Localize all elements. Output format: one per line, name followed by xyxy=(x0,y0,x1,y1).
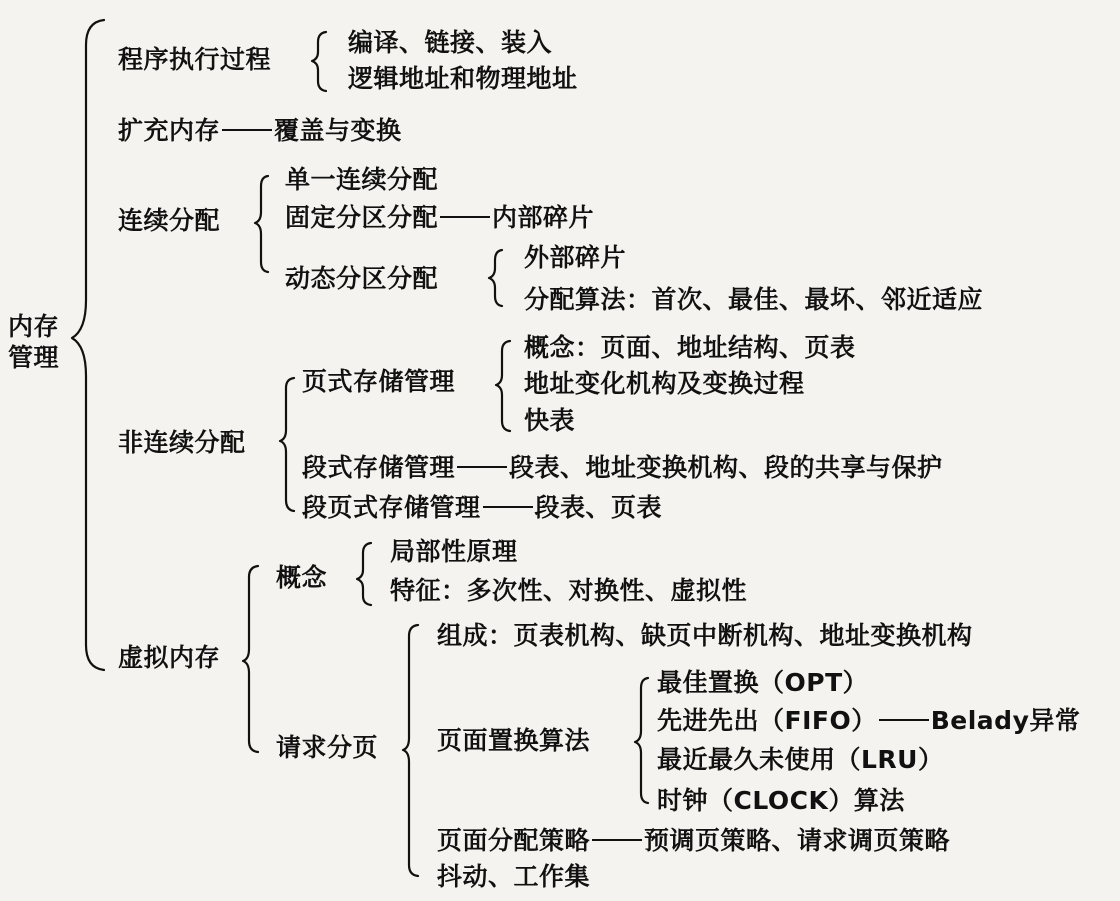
expand-memory-detail: 覆盖与变换 xyxy=(274,116,402,145)
replacement-clock: 时钟（CLOCK）算法 xyxy=(657,786,905,815)
replacement-fifo: 先进先出（FIFO） xyxy=(657,706,877,735)
contiguous-label: 连续分配 xyxy=(118,206,221,235)
composition: 组成：页表机构、缺页中断机构、地址变换机构 xyxy=(437,621,973,650)
seg-page-label: 段页式存储管理 xyxy=(302,493,481,522)
concept-item-1: 局部性原理 xyxy=(390,537,518,566)
dynamic-brace xyxy=(489,250,502,306)
virtual-memory-brace xyxy=(243,566,258,752)
paging-brace xyxy=(496,341,510,431)
paging-item-2: 地址变化机构及变换过程 xyxy=(524,369,805,398)
expand-memory-row xyxy=(118,116,402,146)
replacement-fifo-detail: Belady异常 xyxy=(930,706,1081,735)
root-label-line2: 管理 xyxy=(8,343,60,372)
demand-paging-brace xyxy=(403,625,418,876)
demand-paging-label: 请求分页 xyxy=(276,733,379,762)
root-brace xyxy=(72,20,104,670)
replacement-label: 页面置换算法 xyxy=(437,726,591,755)
paging-item-3: 快表 xyxy=(524,406,576,435)
fixed-partition-detail: 内部碎片 xyxy=(492,203,595,232)
dynamic-item-2: 分配算法：首次、最佳、最坏、邻近适应 xyxy=(524,285,984,314)
connector-dash xyxy=(440,216,490,218)
connector-dash xyxy=(879,719,929,721)
segment-detail: 段表、地址变换机构、段的共享与保护 xyxy=(509,453,943,482)
expand-memory-label: 扩充内存 xyxy=(118,116,221,145)
seg-page-row xyxy=(302,493,662,523)
program-execution-brace xyxy=(312,32,326,91)
dynamic-item-1: 外部碎片 xyxy=(524,243,627,272)
allocation-label: 页面分配策略 xyxy=(437,826,591,855)
replacement-lru: 最近最久未使用（LRU） xyxy=(657,745,944,774)
seg-page-detail: 段表、页表 xyxy=(534,493,663,522)
paging-label: 页式存储管理 xyxy=(302,367,456,396)
connector-dash xyxy=(592,839,642,841)
allocation-row xyxy=(437,826,950,856)
program-execution-item-1: 编译、链接、装入 xyxy=(348,28,553,57)
fixed-partition-label: 固定分区分配 xyxy=(285,203,439,232)
dynamic-partition-label: 动态分区分配 xyxy=(285,264,439,293)
segment-label: 段式存储管理 xyxy=(302,453,456,482)
paging-item-1: 概念：页面、地址结构、页表 xyxy=(524,333,856,362)
connector-dash xyxy=(222,129,272,131)
contiguous-brace xyxy=(255,176,268,272)
non-contiguous-label: 非连续分配 xyxy=(118,428,246,457)
replacement-fifo-row xyxy=(657,706,1080,736)
concept-label: 概念 xyxy=(276,563,328,592)
fixed-partition-row xyxy=(285,203,594,233)
allocation-detail: 预调页策略、请求调页策略 xyxy=(644,826,951,855)
virtual-memory-label: 虚拟内存 xyxy=(118,643,221,672)
non-contiguous-brace xyxy=(280,378,294,511)
single-contiguous: 单一连续分配 xyxy=(285,165,439,194)
thrashing: 抖动、工作集 xyxy=(437,862,591,891)
program-execution-item-2: 逻辑地址和物理地址 xyxy=(348,64,578,93)
segment-row xyxy=(302,453,943,483)
connector-dash xyxy=(457,466,507,468)
concept-brace xyxy=(357,543,371,605)
program-execution-label: 程序执行过程 xyxy=(118,45,272,74)
replacement-brace xyxy=(635,678,648,803)
connector-dash xyxy=(483,506,533,508)
root-label-line1: 内存 xyxy=(8,312,60,341)
replacement-opt: 最佳置换（OPT） xyxy=(657,668,869,697)
concept-item-2: 特征：多次性、对换性、虚拟性 xyxy=(390,576,748,605)
